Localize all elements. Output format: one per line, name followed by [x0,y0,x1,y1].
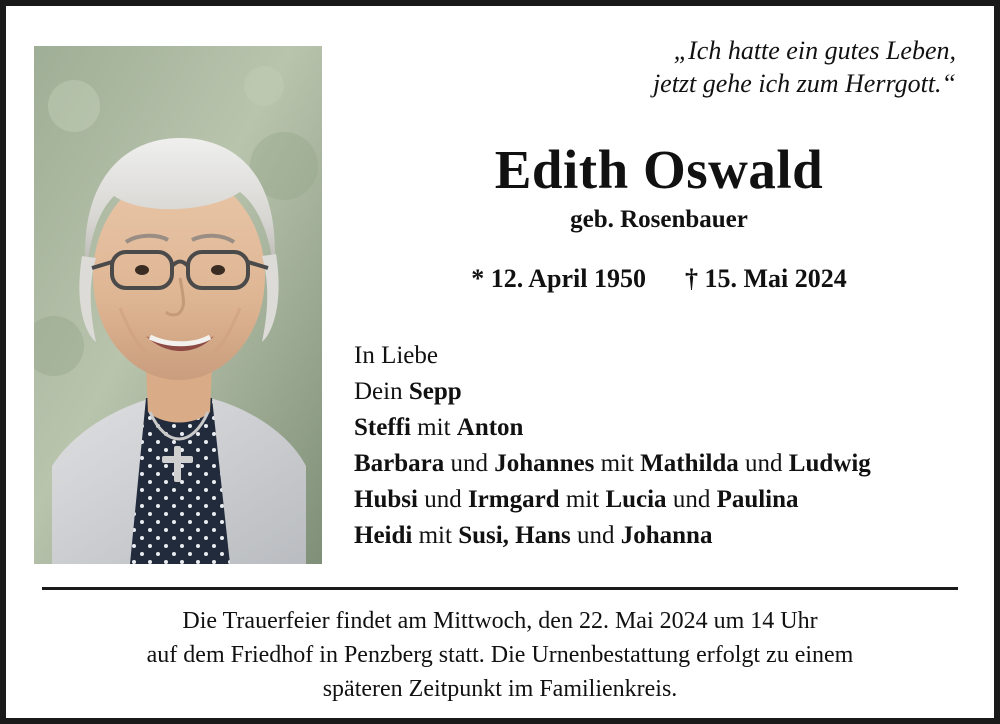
quote-line-2: jetzt gehe ich zum Herrgott.“ [652,69,956,99]
survivor-name: Sepp [408,378,462,406]
text-fragment: Dein [354,378,409,406]
quote-block [352,32,966,101]
survivor-name: Heidi [354,522,413,550]
dedication-line-4 [354,482,966,518]
notice-top-area [34,32,966,577]
text-fragment: mit [559,486,606,514]
maiden-name: geb. Rosenbauer [570,206,748,234]
notice-inner-frame [6,6,994,718]
text-fragment: mit [410,414,457,442]
name-block [352,101,966,235]
portrait-photo [34,46,322,564]
funeral-line-1: Die Trauerfeier findet am Mittwoch, den 22. Mai 2024 um 14 Uhr [182,607,818,634]
text-fragment: mit [412,522,459,550]
notice-text-column [324,32,966,554]
survivor-name: Susi, Hans [458,522,571,550]
dedication-intro: In Liebe [354,342,438,370]
text-fragment: mit [594,450,641,478]
deceased-name: Edith Oswald [494,138,824,200]
dedication-line-5 [354,518,966,554]
survivor-name: Anton [456,414,524,442]
survivor-name: Paulina [716,486,799,514]
text-fragment: und [570,522,621,550]
dedication-line-3 [354,446,966,482]
text-fragment: und [738,450,789,478]
survivor-name: Steffi [354,414,411,442]
survivor-name: Irmgard [467,486,560,514]
dedication-block [352,338,966,554]
portrait-container [34,32,324,564]
text-fragment: und [444,450,495,478]
survivor-name: Lucia [605,486,667,514]
funeral-details [34,604,966,706]
dedication-line-1 [354,374,966,410]
text-fragment: und [666,486,717,514]
birth-date: * 12. April 1950 [471,264,647,294]
horizontal-divider [42,587,958,590]
quote-line-1: „Ich hatte ein gutes Leben, [673,36,956,65]
survivor-name: Hubsi [354,486,418,514]
text-fragment: und [417,486,468,514]
death-date: † 15. Mai 2024 [685,264,847,294]
survivor-name: Johannes [494,450,595,478]
survivor-name: Barbara [354,450,445,478]
survivor-name: Mathilda [640,450,739,478]
life-dates [352,264,966,294]
funeral-line-3: späteren Zeitpunkt im Familienkreis. [322,675,678,702]
survivor-name: Johanna [620,522,713,550]
funeral-line-2: auf dem Friedhof in Penzberg statt. Die Urnenbestattung erfolgt zu einem [146,641,854,668]
dedication-line-2 [354,410,966,446]
survivor-name: Ludwig [788,450,871,478]
